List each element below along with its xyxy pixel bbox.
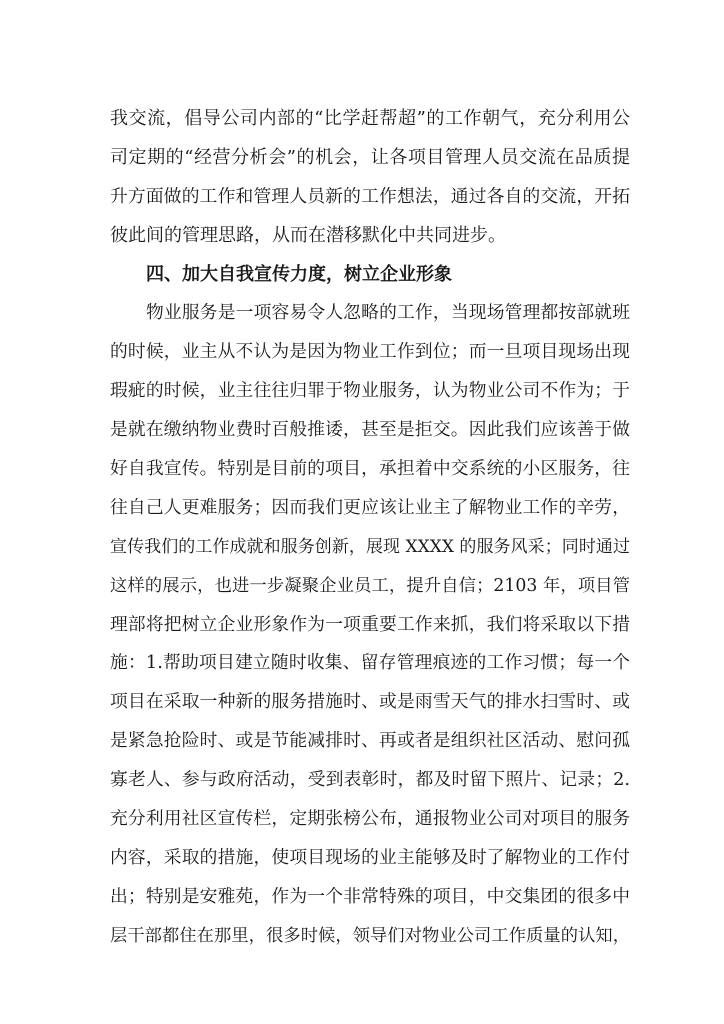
text-line: 好自我宣传。特别是目前的项目，承担着中交系统的小区服务，往 — [110, 459, 630, 480]
text-line: 我交流，倡导公司内部的“比学赶帮超”的工作朝气，充分利用公 — [110, 108, 630, 129]
body-text — [110, 100, 630, 956]
text-line: 司定期的“经营分析会”的机会，让各项目管理人员交流在品质提 — [110, 146, 630, 168]
text-line: 彼此间的管理思路，从而在潜移默化中共同进步。 — [110, 224, 506, 246]
text-line: 项目在采取一种新的服务措施时、或是雨雪天气的排水扫雪时、或 — [110, 692, 630, 713]
text-line: 宣传我们的工作成就和服务创新，展现 XXXX 的服务风采；同时通过 — [110, 536, 630, 557]
section-heading: 四、加大自我宣传力度，树立企业形象 — [146, 263, 452, 285]
text-line: 施：1.帮助项目建立随时收集、留存管理痕迹的工作习惯；每一个 — [110, 653, 630, 674]
text-line: 是紧急抢险时、或是节能减排时、再或者是组织社区活动、慰问孤 — [110, 731, 630, 752]
text-line: 瑕疵的时候，业主往往归罪于物业服务，认为物业公司不作为；于 — [110, 381, 630, 402]
text-line: 升方面做的工作和管理人员新的工作想法，通过各自的交流，开拓 — [110, 186, 630, 207]
text-line: 寡老人、参与政府活动，受到表彰时，都及时留下照片、记录；2. — [110, 770, 630, 791]
text-line: 层干部都住在那里，很多时候，领导们对物业公司工作质量的认知， — [110, 925, 630, 946]
text-line: 的时候，业主从不认为是因为物业工作到位；而一旦项目现场出现 — [110, 342, 630, 363]
text-line: 是就在缴纳物业费时百般推诿，甚至是拒交。因此我们应该善于做 — [110, 420, 630, 441]
text-line: 往自己人更难服务；因而我们更应该让业主了解物业工作的辛劳， — [110, 497, 630, 518]
text-line: 充分利用社区宣传栏，定期张榜公布，通报物业公司对项目的服务 — [110, 809, 630, 830]
text-line: 出；特别是安雅苑，作为一个非常特殊的项目，中交集团的很多中 — [110, 886, 630, 907]
text-line: 物业服务是一项容易令人忽略的工作，当现场管理都按部就班 — [146, 303, 630, 324]
text-line: 理部将把树立企业形象作为一项重要工作来抓，我们将采取以下措 — [110, 614, 630, 635]
text-line: 这样的展示，也进一步凝聚企业员工，提升自信；2103 年，项目管 — [110, 575, 630, 596]
text-line: 内容，采取的措施，使项目现场的业主能够及时了解物业的工作付 — [110, 847, 630, 868]
